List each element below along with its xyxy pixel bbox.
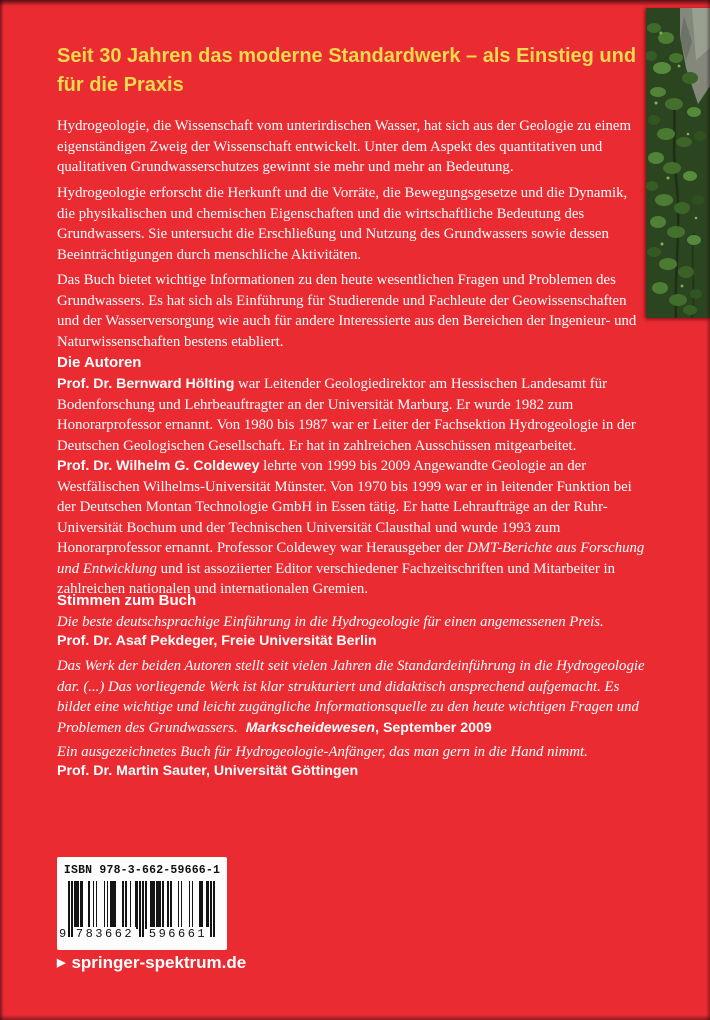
author-bio-2 — [57, 456, 647, 600]
review-quote-2 — [57, 656, 647, 738]
publisher-url: springer-spektrum.de — [71, 953, 247, 972]
author-name-2: Prof. Dr. Wilhelm G. Coldewey — [57, 458, 260, 474]
blurb-paragraph: Hydrogeologie, die Wissenschaft vom unterirdischen Wasser, hat sich aus der Geologie zu einem eigenständigen Zweig der Wissenschaft entwickelt. Unter dem Aspekt des quantitativen und qualitativen Grundwasserschutzes gewinnt sie mehr und mehr an Bedeutung. — [57, 118, 631, 175]
isbn-label: ISBN 978-3-662-59666-1 — [63, 864, 221, 877]
blurb-paragraph: Hydrogeologie erforscht die Herkunft und die Vorräte, die Bewegungsgesetze und die Dynamik, die physikalischen und chemischen Eigenschaften und die wirtschaftliche Bedeutung des Grundwassers. Sie untersucht die Erschließung und Nutzung des Grundwassers sowie dessen Beeinträchtigungen durch menschliche Aktivitäten. — [57, 185, 628, 263]
review-quote-2-text: Das Werk der beiden Autoren stellt seit vielen Jahren die Standardeinführung in die Hydrogeologie dar. (...) Das vorliegende Werk ist klar strukturiert und didaktisch ansprechend aufgemacht. Es bildet eine wichtige und leicht zugängliche Informationsquelle zu den heute wichtigen Fragen und Problemen des Grundwassers. — [57, 658, 645, 736]
author-bio-1 — [57, 374, 647, 456]
review-quote-3: Ein ausgezeichnetes Buch für Hydrogeologie-Anfänger, das man gern in die Hand nimmt. — [57, 744, 588, 760]
arrow-icon: ▶ — [57, 957, 66, 969]
barcode-digit-lead: 9 — [59, 927, 69, 941]
author-name-1: Prof. Dr. Bernward Hölting — [57, 376, 235, 392]
author-bio-2-text-2: und ist assoziierter Editor verschiedener Fachzeitschriften und Mitarbeiter in zahlreichen nationalen und internationalen Gremien. — [57, 560, 616, 597]
cover-edge-shadow — [0, 0, 710, 6]
barcode-digits-right: 596661 — [148, 927, 208, 941]
cover-photo — [646, 8, 710, 318]
marketing-headline: Seit 30 Jahren das moderne Standardwerk – als Einstieg und für die Praxis — [57, 45, 637, 96]
authors-section-title: Die Autoren — [57, 354, 142, 371]
barcode-digits-left: 783662 — [75, 927, 135, 941]
isbn-barcode-box — [57, 857, 227, 950]
reviews-section-title: Stimmen zum Buch — [57, 592, 197, 609]
review-quote-1: Die beste deutschsprachige Einführung in die Hydrogeologie für einen angemessenen Preis. — [57, 614, 604, 630]
review-attribution-3: Prof. Dr. Martin Sauter, Universität Göttingen — [57, 763, 359, 779]
author-bio-2-text-1: lehrte von 1999 bis 2009 Angewandte Geologie an der Westfälischen Wilhelms-Universität Münster. Von 1970 bis 1999 war er in leitender Funktion bei der Deutschen Montan Technologie GmbH in Essen tätig. Er hatte Lehraufträge an der Ruhr-Universität Bochum und der Technischen Universität Clausthal und wurde 1993 zum Honorarprofessor ernannt. Professor Coldewey war Herausgeber der — [57, 458, 632, 556]
journal-title: DMT-Berichte aus Forschung und Entwicklung — [57, 540, 645, 577]
authors-section — [57, 374, 647, 600]
review-source-date: , September 2009 — [375, 719, 492, 736]
cover-edge-shadow — [0, 0, 4, 1020]
blurb-paragraph: Das Buch bietet wichtige Informationen zu den heute wesentlichen Fragen und Problemen des Grundwassers. Es hat sich als Einführung für Studierende und Fachleute der Geowissenschaften und der Wasserversorgung wie auch für andere Interessierte aus den Bereichen der Ingenieur- und Naturwissenschaften bestens etabliert. — [57, 272, 637, 350]
cover-edge-shadow — [0, 1015, 710, 1020]
author-bio-1-text: war Leitender Geologiedirektor am Hessischen Landesamt für Bodenforschung und Lehrbeauftragter an der Universität Marburg. Er wurde 1982 zum Honorarprofessor ernannt. Von 1980 bis 1987 war er Leiter der Fachsektion Hydrogeologie in der Deutschen Geologischen Gesellschaft. Er hat in zahlreichen Ausschüssen mitgearbeitet. — [57, 376, 636, 454]
review-attribution-1: Prof. Dr. Asaf Pekdeger, Freie Universität Berlin — [57, 633, 377, 649]
review-source: Markscheidewesen — [245, 719, 376, 736]
publisher-link-line — [57, 953, 246, 973]
